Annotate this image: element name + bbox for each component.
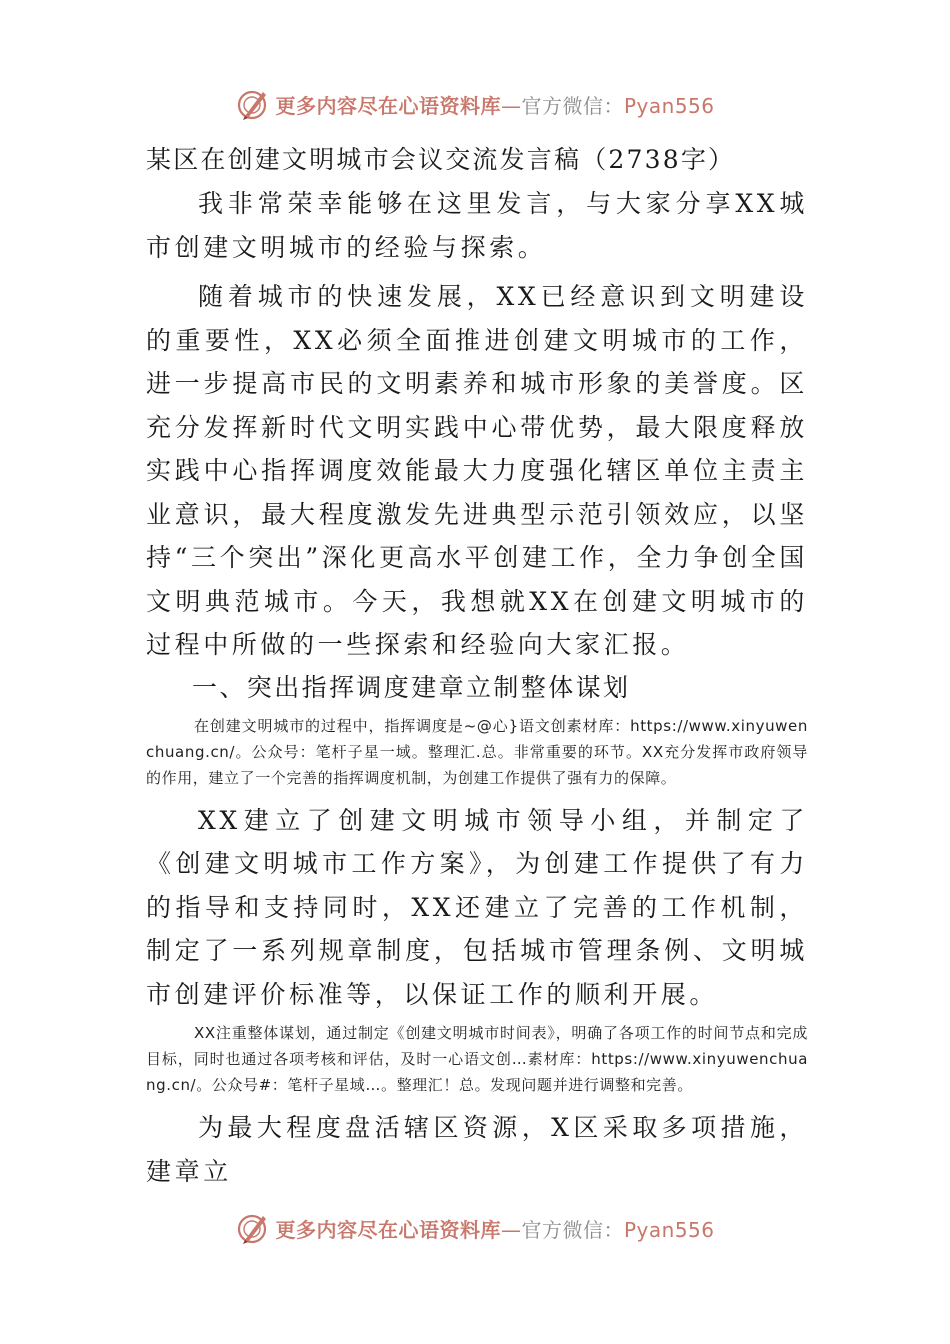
watermark-wechat-id: Pyan556 [623, 93, 715, 118]
paragraph-background: 随着城市的快速发展，XX已经意识到文明建设的重要性，XX必须全面推进创建文明城市的工作，进一步提高市民的文明素养和城市形象的美誉度。区充分发挥新时代文明实践中心带优势，最大限度释放实践中心指挥调度效能最大力度强化辖区单位主责主业意识，最大程度激发先进典型示范引领效应，以坚持“三个突出”深化更高水平创建工作，全力争创全国文明典范城市。今天，我想就XX在创建文明城市的过程中所做的一些探索和经验向大家汇报。 [146, 282, 808, 659]
document-body [146, 140, 808, 1193]
watermark-text [275, 1214, 714, 1243]
watermark-text [275, 90, 714, 119]
pen-circle-logo-icon [235, 1210, 271, 1246]
section-heading-1: 一、突出指挥调度建章立制整体谋划 [192, 672, 631, 702]
header-watermark-banner [0, 82, 950, 126]
small-paragraph-command: 在创建文明城市的过程中，指挥调度是~@心}语文创素材库：https://www.xinyuwenchuang.cn/。公众号：笔杆子星一域。整理汇.总。非常重要的环节。XX充分发挥市政府领导的作用，建立了一个完善的指挥调度机制，为创建工作提供了强有力的保障。 [146, 716, 808, 787]
paragraph-intro: 我非常荣幸能够在这里发言，与大家分享XX城市创建文明城市的经验与探索。 [146, 189, 808, 262]
paragraph-leadership-group: XX建立了创建文明城市领导小组，并制定了《创建文明城市工作方案》，为创建工作提供了有力的指导和支持同时，XX还建立了完善的工作机制，制定了一系列规章制度，包括城市管理条例、文明城市创建评价标准等，以保证工作的顺利开展。 [146, 805, 808, 1009]
small-paragraph-planning: XX注重整体谋划，通过制定《创建文明城市时间表》，明确了各项工作的时间节点和完成目标，同时也通过各项考核和评估，及时一心语文创…素材库：https://www.xinyuwenchuang.cn/。公众号#：笔杆子星域…。整理汇！总。发现问题并进行调整和完善。 [146, 1024, 808, 1094]
pen-circle-logo-icon [235, 86, 271, 122]
watermark-main-text: 更多内容尽在心语资料库 [275, 1217, 501, 1242]
paragraph-resources: 为最大程度盘活辖区资源，X区采取多项措施，建章立 [146, 1113, 808, 1186]
watermark-official-label: 官方微信： [521, 93, 624, 118]
watermark-wechat-id: Pyan556 [623, 1217, 715, 1242]
watermark-main-text: 更多内容尽在心语资料库 [275, 93, 501, 118]
watermark-separator: — [500, 1217, 522, 1242]
watermark-separator: — [500, 93, 522, 118]
document-title: 某区在创建文明城市会议交流发言稿（2738字） [146, 145, 736, 174]
watermark-official-label: 官方微信： [521, 1217, 624, 1242]
footer-watermark-banner [0, 1206, 950, 1250]
